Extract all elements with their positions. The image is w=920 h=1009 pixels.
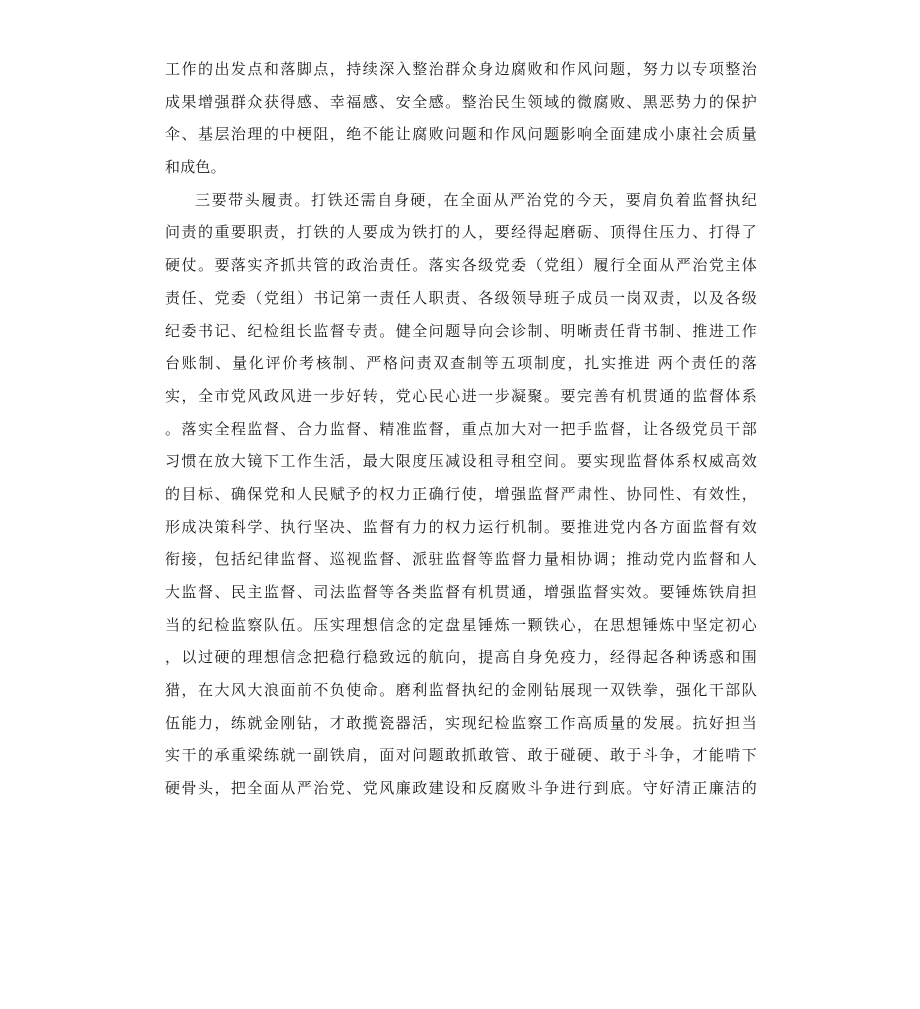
text-line: 纪委书记、纪检组长监督专责。健全问题导向会诊制、明晰责任背书制、推进工作	[165, 321, 757, 340]
text-line: 责任、党委（党组）书记第一责任人职责、各级领导班子成员一岗双责，以及各级	[165, 288, 757, 307]
text-line: 硬骨头，把全面从严治党、党风廉政建设和反腐败斗争进行到底。守好清正廉洁的	[165, 779, 757, 798]
paragraph-first-line: 三要带头履责。打铁还需自身硬，在全面从严治党的今天，要肩负着监督执纪	[195, 190, 757, 209]
text-line: 。落实全程监督、合力监督、精准监督，重点加大对一把手监督，让各级党员干部	[165, 419, 757, 438]
text-line: 实干的承重梁练就一副铁肩，面对问题敢抓敢管、敢于碰硬、敢于斗争，才能啃下	[165, 746, 757, 765]
text-line: 形成决策科学、执行坚决、监督有力的权力运行机制。要推进党内各方面监督有效	[165, 517, 757, 536]
text-line: 衔接，包括纪律监督、巡视监督、派驻监督等监督力量相协调；推动党内监督和人	[165, 550, 757, 569]
text-line: 工作的出发点和落脚点，持续深入整治群众身边腐败和作风问题，努力以专项整治	[165, 60, 757, 78]
text-line: 伞、基层治理的中梗阻，绝不能让腐败问题和作风问题影响全面建成小康社会质量	[165, 125, 757, 144]
text-line: 硬仗。要落实齐抓共管的政治责任。落实各级党委（党组）履行全面从严治党主体	[165, 256, 757, 275]
text-line: 台账制、量化评价考核制、严格问责双查制等五项制度，扎实推进 两个责任的落	[165, 354, 757, 373]
text-line: 问责的重要职责，打铁的人要成为铁打的人，要经得起磨砺、顶得住压力、打得了	[165, 223, 757, 242]
text-line: 当的纪检监察队伍。压实理想信念的定盘星锤炼一颗铁心，在思想锤炼中坚定初心	[165, 615, 757, 634]
text-line: 的目标、确保党和人民赋予的权力正确行使，增强监督严肃性、协同性、有效性，	[165, 484, 757, 503]
text-line: 猎，在大风大浪面前不负使命。磨利监督执纪的金刚钻展现一双铁拳，强化干部队	[165, 681, 757, 700]
body-text	[165, 53, 757, 805]
text-line: 习惯在放大镜下工作生活，最大限度压减设租寻租空间。要实现监督体系权威高效	[165, 452, 757, 471]
text-line: 实，全市党风政风进一步好转，党心民心进一步凝聚。要完善有机贯通的监督体系	[165, 386, 757, 405]
text-line: 和成色。	[165, 158, 226, 177]
text-line: 伍能力，练就金刚钻，才敢揽瓷器活，实现纪检监察工作高质量的发展。抗好担当	[165, 713, 757, 732]
text-line: 成果增强群众获得感、幸福感、安全感。整治民生领域的微腐败、黑恶势力的保护	[165, 92, 757, 111]
text-line: ，以过硬的理想信念把稳行稳致远的航向，提高自身免疫力，经得起各种诱惑和围	[165, 648, 757, 667]
text-line: 大监督、民主监督、司法监督等各类监督有机贯通，增强监督实效。要锤炼铁肩担	[165, 583, 757, 601]
